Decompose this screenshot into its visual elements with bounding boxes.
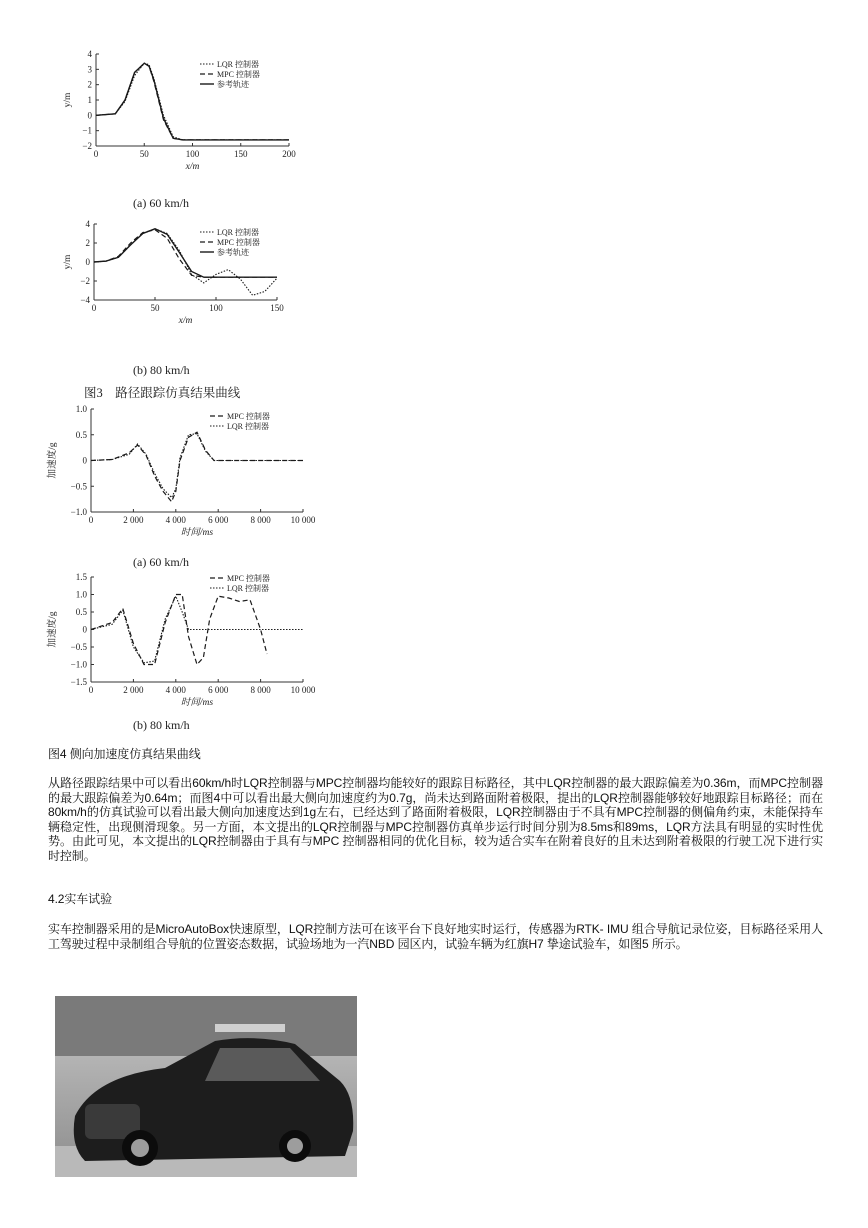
x-tick-label: 10 000 [290,685,316,695]
x-axis-label: x/m [185,162,200,172]
y-tick-label: −1.0 [70,507,87,517]
y-tick-label: −2 [80,276,90,286]
x-axis-label: 时间/ms [180,698,214,708]
y-tick-label: 4 [85,219,90,229]
series-line [96,63,289,140]
x-axis-label: 时间/ms [180,528,214,538]
x-tick-label: 8 000 [250,515,271,525]
legend-label: LQR 控制器 [227,584,269,593]
x-tick-label: 10 000 [290,515,316,525]
x-tick-label: 0 [88,685,94,695]
x-tick-label: 50 [150,303,160,313]
legend-label: MPC 控制器 [217,238,260,247]
x-tick-label: 100 [209,303,223,313]
y-tick-label: −2 [82,141,92,151]
x-tick-label: 6 000 [208,685,229,695]
legend-label: LQR 控制器 [217,228,259,237]
chart-caption-80-path: (b) 80 km/h [133,363,190,377]
y-tick-label: 3 [87,64,92,75]
legend-label: 参考轨迹 [217,80,249,89]
x-tick-label: 4 000 [165,685,186,695]
y-tick-label: 1.5 [75,572,87,582]
x-tick-label: 150 [234,149,248,159]
y-tick-label: 2 [85,238,90,248]
y-tick-label: 0.5 [75,607,87,617]
paragraph-vehicle: 实车控制器采用的是MicroAutoBox快速原型，LQR控制方法可在该平台下良好地实时运行，传感器为RTK- IMU 组合导航记录位姿，目标路径采用人工驾驶过程中录制组合导航的位置姿态数据，试验场地为一汽NBD 园区内，试验车辆为红旗H7 挚途试验车，如图5 所示。 [48,922,823,951]
chart-caption-60-accel: (a) 60 km/h [133,555,189,569]
x-tick-label: 4 000 [165,515,186,525]
chart-accel-60 [45,402,316,542]
legend-label: 参考轨迹 [217,248,249,257]
y-axis-label: y/m [63,92,73,108]
chart-caption-80-accel: (b) 80 km/h [133,718,190,732]
x-axis-label: x/m [178,316,193,326]
y-tick-label: 0.5 [75,429,87,440]
y-tick-label: −4 [80,295,90,305]
x-tick-label: 0 [93,149,99,159]
fig4-caption: 图4 侧向加速度仿真结果曲线 [48,747,201,761]
y-tick-label: −0.5 [70,642,87,652]
y-tick-label: −0.5 [70,481,87,492]
legend-label: LQR 控制器 [217,60,259,69]
y-tick-label: 0 [82,624,87,635]
series-line [91,596,303,663]
x-tick-label: 100 [185,149,200,159]
x-tick-label: 2 000 [123,685,144,695]
y-tick-label: 1 [87,95,92,105]
y-tick-label: −1.5 [70,677,87,687]
x-tick-label: 50 [139,149,149,159]
paragraph-results: 从路径跟踪结果中可以看出60km/h时LQR控制器与MPC控制器均能较好的跟踪目标路径，其中LQR控制器的最大跟踪偏差为0.36m，而MPC控制器的最大跟踪偏差为0.64m；而图4中可以看出最大侧向加速度约为0.7g，尚未达到路面附着极限，提出的LQR控制器能够较好地跟踪目标路径；而在80km/h的仿真试验可以看出最大侧向加速度达到1g左右，已经达到了路面附着极限，LQR控制器由于不具有MPC控制器的侧偏角约束，未能保持车辆稳定性，出现侧滑现象。另一方面，本文提出的LQR控制器与MPC控制器仿真单步运行时间分别为8.5ms和89ms，LQR方法具有明显的实时性优势。由此可见，本文提出的LQR控制器由于具有与MPC 控制器相同的优化目标，较为适合实车在附着良好的且未达到附着极限的行驶工况下进行实时控制。 [48,776,823,863]
chart-path-60 [60,50,300,185]
legend-label: MPC 控制器 [227,574,270,583]
y-tick-label: 4 [87,49,92,59]
section-heading: 4.2实车试验 [48,892,112,906]
x-tick-label: 2 000 [123,515,144,525]
series-line [96,63,289,140]
legend-label: MPC 控制器 [227,412,270,421]
x-tick-label: 0 [91,303,97,313]
x-tick-label: 8 000 [250,685,271,695]
y-axis-label: 加速度/g [48,442,58,479]
x-tick-label: 0 [88,515,94,525]
series-line [91,595,267,665]
legend-label: MPC 控制器 [217,70,260,79]
chart-path-80 [60,218,300,356]
y-axis-label: 加速度/g [48,611,58,648]
y-tick-label: 1.0 [75,589,87,600]
series-line [96,63,289,140]
y-axis-label: y/m [63,254,73,270]
chart-caption-60-path: (a) 60 km/h [133,196,189,210]
x-tick-label: 200 [282,149,296,159]
y-tick-label: 0 [85,257,90,267]
car-photo [55,996,357,1177]
y-tick-label: −1.0 [70,659,87,670]
chart-accel-80 [45,572,316,712]
legend-label: LQR 控制器 [227,422,269,431]
x-tick-label: 6 000 [208,515,229,525]
y-tick-label: 1.0 [75,404,87,414]
y-tick-label: 2 [87,79,92,90]
series-line [91,432,303,502]
fig3-caption: 图3 路径跟踪仿真结果曲线 [84,386,241,400]
y-tick-label: 0 [82,455,87,466]
x-tick-label: 150 [270,303,284,313]
y-tick-label: −1 [82,125,92,136]
y-tick-label: 0 [87,110,92,121]
series-line [91,434,303,498]
